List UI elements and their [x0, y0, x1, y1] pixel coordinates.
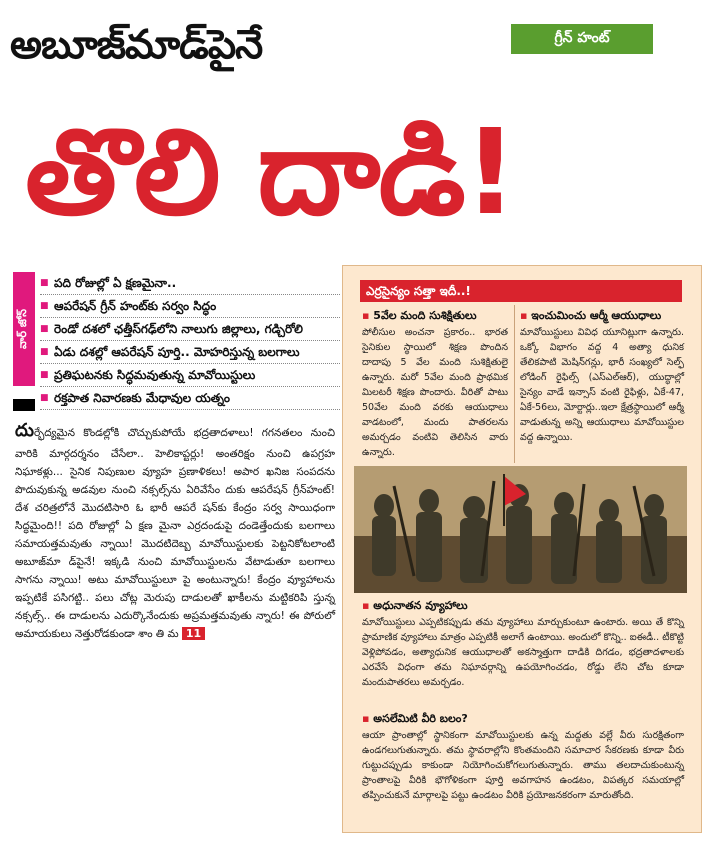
maoists-photo [354, 466, 687, 593]
section-text: మావోయిస్టులు వివిధ యూనిట్లుగా ఉన్నారు. ఒక్కో విభాగం వద్ద 4 అత్యా ధునిక తేలికపాటి మెషిన్‌గన్లు, భారీ సంఖ్యలో సెల్ఫ్ లోడింగ్ రైఫిల్స్ (ఎస్ఎల్ఆర్), యుద్ధాల్లో సైన్యం వాడే ఇన్సాస్ వంటి రైఫిళ్లు, ఏకే-47, ఏకే-56లు, మోర్టార్లు..ఇలా క్షేత్రస్థాయిలో ఆర్మీ వాడుతున్న అన్ని ఆయుధాలు మావోయిస్టుల వద్ద ఉన్నాయి. [520, 327, 684, 443]
bullet-item: ■ ఆపరేషన్ గ్రీన్ హంట్‌కు సర్వం సిద్ధం [40, 295, 340, 318]
main-headline: తొలి దాడి! [25, 103, 516, 241]
section-text: పోలీసుల అంచనా ప్రకారం.. భారత సైనికుల స్థాయిలో శిక్షణ పొందిన దాదాపు 5 వేల మంది సుశిక్షితులై ఉన్నారు. మరో 5వేల మంది ప్రాథమిక మిలటరీ శిక్షణ పొందారు. వీరితో పాటు 50వేల మంది వరకు ఆయుధాలు వాడటంలో, మందు పాతరలను అమర్చడం వంటివి తెలిసిన వారు ఉన్నారు. [362, 327, 508, 458]
bullet-item: ■ ఏడు దశల్లో ఆపరేషన్ పూర్తి.. మోహరిస్తున్న బలగాలు [40, 341, 340, 364]
article-text: ర్భేద్యమైన కొండల్లోకి చొచ్చుకుపోయే భద్రతాదళాలు! గగనతలం నుంచి వారికి మార్గదర్శనం చేసేలా.. హెలికాప్టర్లు! అంతరిక్షం నుంచి ఉపగ్రహ నిఘాకళ్లు... సైనిక నిపుణుల వ్యూహ ప్రణాళికలు! అపార ఖనిజ సంపదను పొదువుకున్న అడవుల నుంచి నక్సల్స్‌ను ఏరివేసేం దుకు ఆపరేషన్ గ్రీన్‌హంట్! దేశ చరిత్రలోనే మొదటిసారి ఓ భారీ ఆపరే షన్‌కు కేంద్రం సర్వ సాయిధంగా సిద్ధమైంది!! పది రోజుల్లో ఏ క్షణ మైనా ఎర్రదండుపై దండెత్తేందుకు బలగాలు సమాయత్తమవుతు న్నాయి! మొదటిదెబ్బ మావోయిస్టులకు పెట్టనికోటలాంటి అబూజ్‌మా డ్‌పైనే! ఇక్కడి నుంచి మావోయిస్టులను వేటాడుతూ బలగాలు సాగను న్నాయి! అటు మావోయిస్టులూ పై అంటున్నారు! కేంద్రం వ్యూహాలను ఇప్పటికే పసిగట్టి.. పలు చోట్ల మెరుపు దాడులతో ఖాకీలను మట్టికరిపి స్తున్న నక్సల్స్.. ఈ దాడులను ఎదుర్కొనేందుకు అప్రమత్తమవుతు న్నారు! ఈ పోరులో అమాయకులు నెత్తురోడకుండా శాం తి మ [15, 427, 335, 640]
section-heading: ▪ అధునాతన వ్యూహాలు [362, 599, 682, 615]
section-tag: గ్రీన్ హంట్ [511, 24, 653, 54]
bullet-item: ■ రెండో దశలో ఛత్తీస్‌గఢ్‌లోని నాలుగు జిల్లాలు, గడ్చిరోలి [40, 318, 340, 341]
section-text: ఆయా ప్రాంతాల్లో స్థానికంగా మావోయిస్టులకు ఉన్న మద్దతు వల్లే వీరు సురక్షితంగా ఉండగలుగుతున్నారు. తమ స్థావరాల్లోని కొంతమందిని సమాచార సేకరణకు కూడా వీరు గుట్టుచప్పుడు కాకుండా నియోగించుకోగలుగుతున్నారు. తాము తలదాచుకుంటున్న ప్రాంతాలపై వీరికి భౌగోళికంగా పూర్తి అవగాహన ఉండటం, విపత్కర సమయాల్లో తప్పించుకునే మార్గాలపై పట్టు ఉండటం వీరికి ప్రయోజనకరంగా మారుతోంది. [362, 730, 684, 801]
section-heading: ▪ ఇంచుమించు ఆర్మీ ఆయుధాలు [520, 309, 685, 325]
column-divider [514, 305, 515, 463]
article-body [15, 420, 335, 643]
drop-cap: దు [15, 420, 34, 441]
bullet-item: ■ ప్రతిఘటనకు సిద్ధమవుతున్న మావోయిస్టులు [40, 364, 340, 387]
info-box-title: ఎర్రసైన్యం సత్తా ఇదీ..! [360, 280, 682, 302]
bullet-item: ■ పది రోజుల్లో ఏ క్షణమైనా.. [40, 272, 340, 295]
section-text: మావోయిస్టులు ఎప్పటికప్పుడు తమ వ్యూహాలు మార్చుకుంటూ ఉంటారు. అయి తే కొన్ని ప్రామాణిక వ్యూహాలు మాత్రం ఎప్పటికీ అలాగే ఉంటాయి. అందులో కొన్ని.. ఐఈడీ.. టీకొట్టి వెళ్లిపోవడం, అత్యాధునిక ఆయుధాలతో అకస్మాత్తుగా దాడికి దిగడం, భద్రతాదళాలకు ఎరవేసే విధంగా తమ నిఘావర్గాన్ని ఉపయోగించడం, రోడ్డు లేని చోట కూడా మందుపాతరలు అమర్చడం. [362, 617, 684, 688]
side-label [13, 272, 35, 386]
section-heading: ▪ 5వేల మంది సుశిక్షితులు [362, 309, 512, 325]
bullet-item: ■ రక్తపాత నివారణకు మేధావుల యత్నం [40, 387, 340, 410]
page-number: 11 [182, 627, 205, 640]
kicker-headline: అబూజ్‌మాడ్‌పైనే [10, 22, 263, 68]
section-heading: ▪ అసలేమిటి వీరి బలం? [362, 712, 682, 728]
side-marker [13, 399, 35, 411]
side-label-text: వార్ జోన్ [16, 308, 29, 350]
bullet-list [40, 272, 340, 410]
